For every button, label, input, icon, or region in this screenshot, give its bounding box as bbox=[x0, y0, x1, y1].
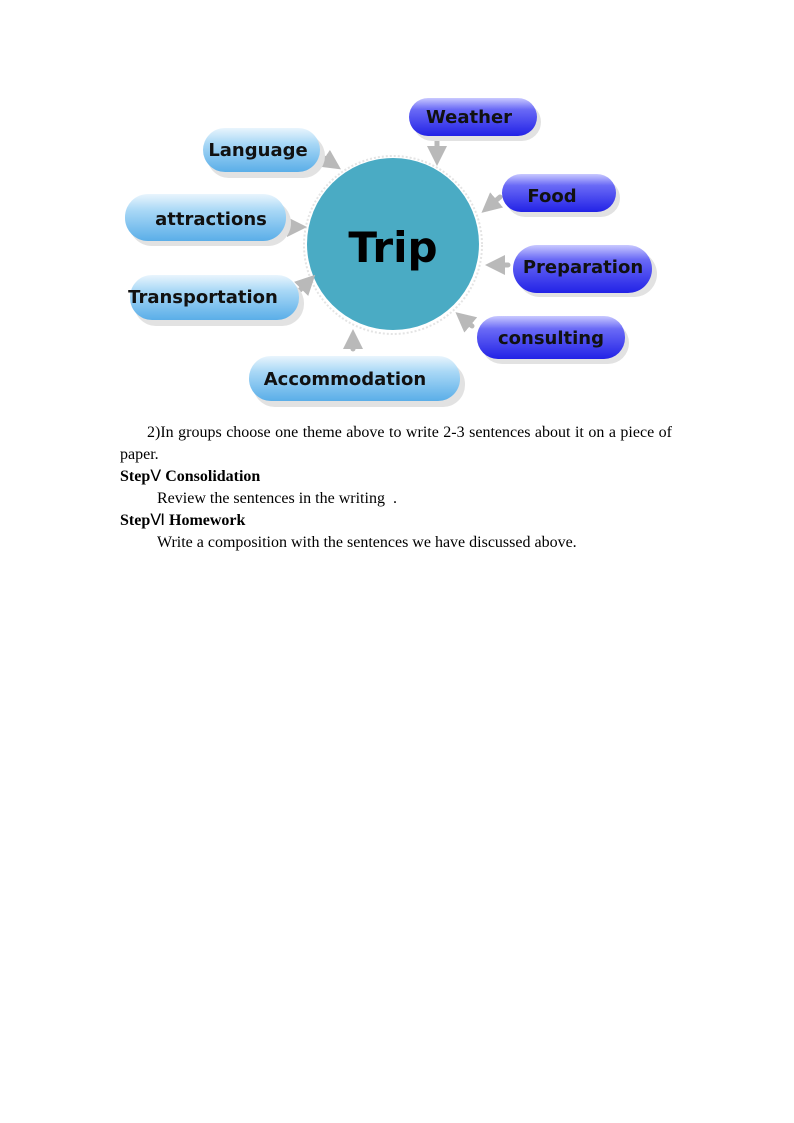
arrow-food bbox=[486, 197, 500, 209]
step5-numeral: Ⅴ bbox=[150, 468, 162, 485]
trip-mind-map bbox=[0, 0, 794, 420]
node-transportation-label: Transportation bbox=[128, 287, 278, 308]
node-consulting-label: consulting bbox=[497, 328, 605, 349]
step6-title: Homework bbox=[169, 512, 246, 529]
step6-heading bbox=[120, 510, 672, 532]
step6-numeral: Ⅵ bbox=[150, 512, 165, 529]
node-weather-label: Weather bbox=[425, 107, 513, 128]
step5-body: Review the sentences in the writing . bbox=[157, 490, 397, 507]
node-preparation-label: Preparation bbox=[522, 257, 644, 278]
task-paragraph: 2)In groups choose one theme above to write 2-3 sentences about it on a piece of paper. bbox=[120, 424, 672, 463]
hub-label: Trip bbox=[348, 223, 438, 272]
step6-label: Step bbox=[120, 512, 151, 529]
node-accommodation-label: Accommodation bbox=[263, 369, 427, 390]
arrow-transportation bbox=[300, 279, 311, 290]
arrow-consulting bbox=[460, 316, 472, 326]
step5-label: Step bbox=[120, 468, 151, 485]
step6-body: Write a composition with the sentences we have discussed above. bbox=[157, 534, 577, 551]
node-attractions-label: attractions bbox=[155, 209, 267, 230]
step5-title: Consolidation bbox=[165, 468, 261, 485]
node-food-label: Food bbox=[527, 186, 577, 207]
step5-heading bbox=[120, 466, 672, 488]
lesson-text bbox=[120, 422, 672, 554]
node-language-label: Language bbox=[208, 140, 308, 161]
